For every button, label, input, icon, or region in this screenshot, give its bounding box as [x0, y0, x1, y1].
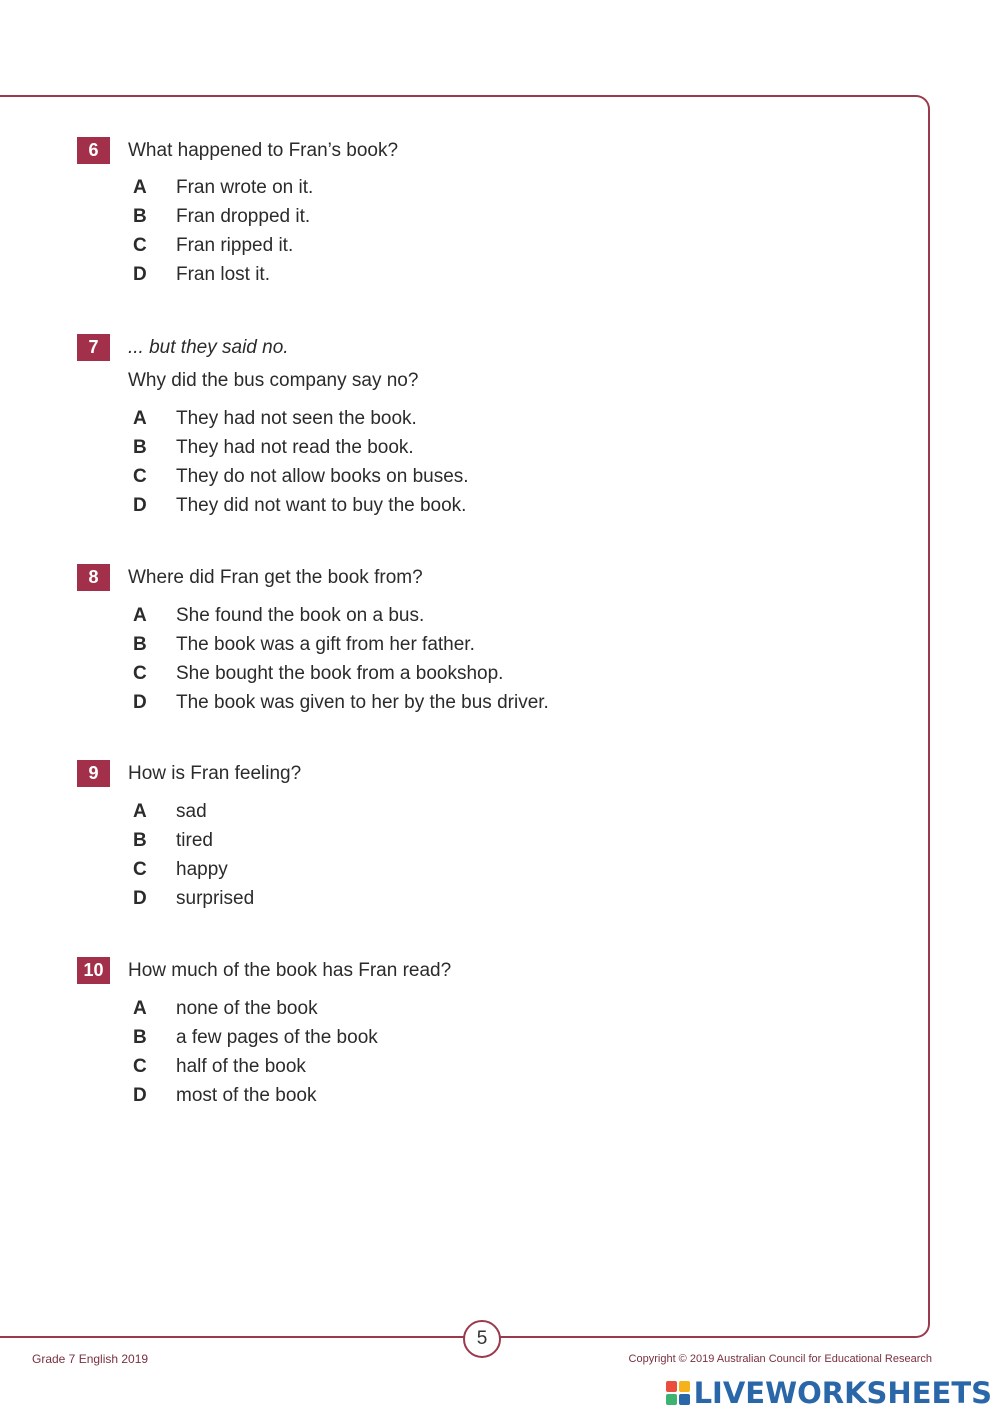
- question-text: Why did the bus company say no?: [128, 370, 419, 391]
- option-letter: D: [133, 495, 147, 516]
- option-c[interactable]: [133, 857, 228, 883]
- option-text: most of the book: [176, 1085, 317, 1106]
- option-text: Fran ripped it.: [176, 235, 294, 256]
- option-text: They had not read the book.: [176, 437, 414, 458]
- option-letter: C: [133, 235, 147, 256]
- option-letter: C: [133, 466, 147, 487]
- option-text: Fran lost it.: [176, 264, 270, 285]
- option-d[interactable]: [133, 1083, 316, 1109]
- option-text: She found the book on a bus.: [176, 605, 425, 626]
- option-letter: B: [133, 634, 147, 655]
- option-letter: B: [133, 830, 147, 851]
- option-b[interactable]: [133, 1025, 378, 1051]
- option-c[interactable]: [133, 1054, 306, 1080]
- liveworksheets-brand[interactable]: [666, 1376, 992, 1410]
- option-text: They did not want to buy the book.: [176, 495, 467, 516]
- option-d[interactable]: [133, 493, 466, 519]
- question-text: How much of the book has Fran read?: [128, 960, 452, 981]
- option-text: happy: [176, 859, 228, 880]
- option-text: They had not seen the book.: [176, 408, 417, 429]
- question-number-badge: 7: [77, 334, 110, 361]
- question-number-badge: 8: [77, 564, 110, 591]
- question-text: What happened to Fran’s book?: [128, 140, 399, 161]
- question-text: How is Fran feeling?: [128, 763, 302, 784]
- option-letter: A: [133, 177, 147, 198]
- option-b[interactable]: [133, 435, 414, 461]
- question-quote: ... but they said no.: [128, 337, 289, 358]
- option-letter: D: [133, 264, 147, 285]
- option-d[interactable]: [133, 886, 254, 912]
- option-text: half of the book: [176, 1056, 306, 1077]
- option-letter: A: [133, 998, 147, 1019]
- question-number-badge: 6: [77, 137, 110, 164]
- liveworksheets-logo-icon: [666, 1381, 690, 1405]
- option-letter: C: [133, 859, 147, 880]
- option-text: a few pages of the book: [176, 1027, 378, 1048]
- question-number-badge: 9: [77, 760, 110, 787]
- option-c[interactable]: [133, 464, 469, 490]
- page-number: 5: [463, 1320, 501, 1358]
- option-letter: B: [133, 437, 147, 458]
- brand-name: LIVEWORKSHEETS: [693, 1376, 992, 1410]
- option-text: Fran dropped it.: [176, 206, 311, 227]
- option-text: She bought the book from a bookshop.: [176, 663, 504, 684]
- option-c[interactable]: [133, 233, 293, 259]
- option-text: surprised: [176, 888, 255, 909]
- option-a[interactable]: [133, 996, 318, 1022]
- option-text: Fran wrote on it.: [176, 177, 314, 198]
- footer-copyright: Copyright © 2019 Australian Council for Educational Research: [628, 1353, 932, 1365]
- option-letter: D: [133, 692, 147, 713]
- option-letter: B: [133, 206, 147, 227]
- option-a[interactable]: [133, 175, 313, 201]
- option-letter: B: [133, 1027, 147, 1048]
- option-a[interactable]: [133, 406, 417, 432]
- option-letter: C: [133, 663, 147, 684]
- option-letter: D: [133, 888, 147, 909]
- question-text: Where did Fran get the book from?: [128, 567, 423, 588]
- option-b[interactable]: [133, 204, 310, 230]
- option-b[interactable]: [133, 828, 213, 854]
- option-text: sad: [176, 801, 207, 822]
- option-d[interactable]: [133, 690, 549, 716]
- option-b[interactable]: [133, 632, 475, 658]
- option-text: none of the book: [176, 998, 318, 1019]
- option-text: tired: [176, 830, 213, 851]
- option-c[interactable]: [133, 661, 503, 687]
- option-letter: A: [133, 605, 147, 626]
- option-text: They do not allow books on buses.: [176, 466, 469, 487]
- option-text: The book was given to her by the bus driver.: [176, 692, 549, 713]
- option-letter: A: [133, 408, 147, 429]
- option-letter: A: [133, 801, 147, 822]
- question-number-badge: 10: [77, 957, 110, 984]
- footer-grade-label: Grade 7 English 2019: [32, 1352, 149, 1366]
- option-a[interactable]: [133, 603, 424, 629]
- option-text: The book was a gift from her father.: [176, 634, 475, 655]
- option-d[interactable]: [133, 262, 270, 288]
- option-a[interactable]: [133, 799, 207, 825]
- option-letter: D: [133, 1085, 147, 1106]
- option-letter: C: [133, 1056, 147, 1077]
